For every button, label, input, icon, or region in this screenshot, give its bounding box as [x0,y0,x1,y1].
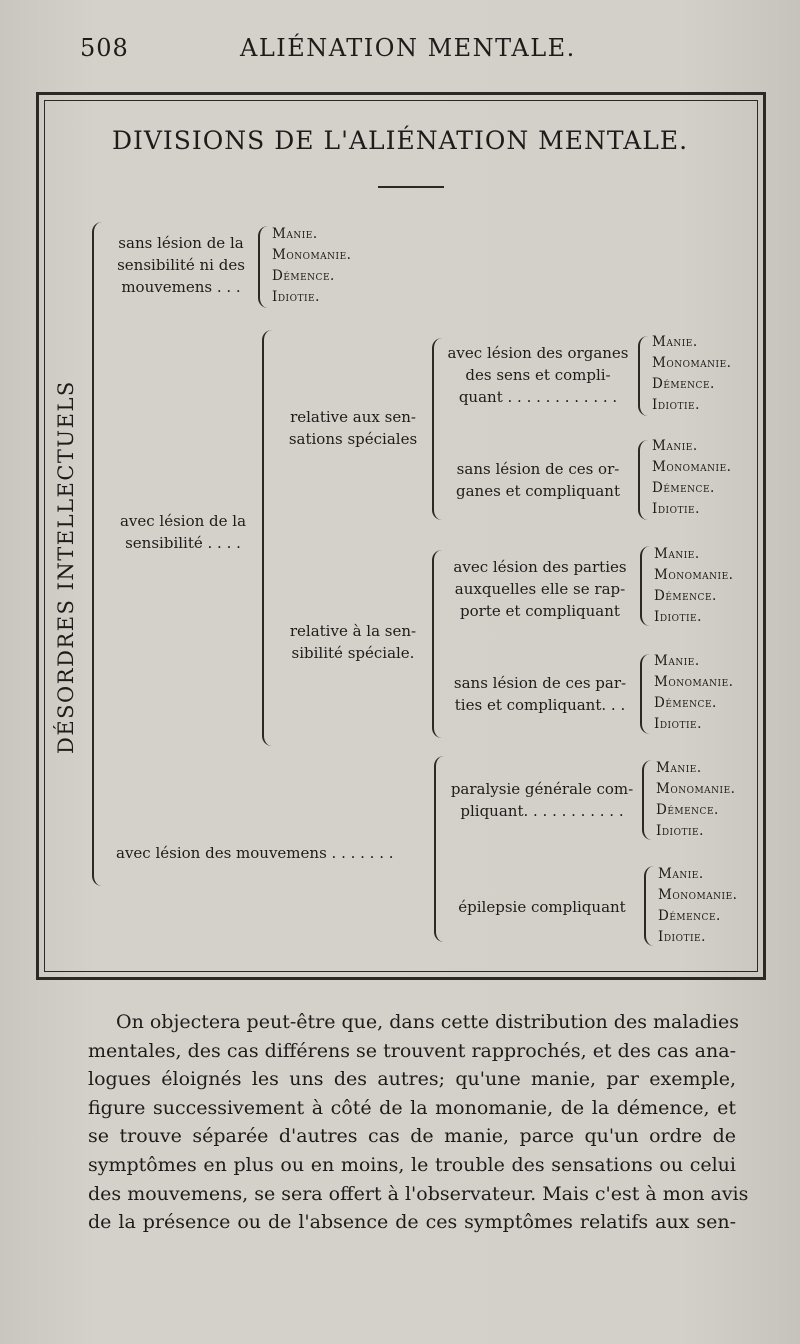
sub2-leaf1-label-line2: auxquelles elle se rap- [454,580,626,598]
sub1-leaf1-item-2: Monomanie. [652,355,732,371]
branch3-leaf2-item-2: Monomanie. [658,887,738,903]
sub2-label-line1: relative à la sen- [289,622,417,640]
page-number: 508 [80,34,129,62]
main-brace [92,222,108,886]
body-line-8: de la présence ou de l'absence de ces symptômes relatifs aux sen- [88,1211,736,1234]
sub2-leaf2-item-1: Manie. [654,653,700,669]
main-category-label: DÉSORDRES INTELLECTUELS [54,380,78,754]
sub1-leaf1-label-line2: des sens et compli- [465,366,611,384]
body-line-5: se trouve séparée d'autres cas de manie, parce qu'un ordre de [88,1125,736,1148]
branch1-label-line3: mouvemens . . . [121,278,241,296]
sub2-leaf2-label-line2: ties et compliquant. . . [454,696,626,714]
sub2-leaf1-label-line3: porte et compliquant [460,602,620,620]
sub1-leaf2-item-2: Monomanie. [652,459,732,475]
running-title: ALIÉNATION MENTALE. [240,34,576,62]
sub1-leaf2-label-line2: ganes et compliquant [456,482,620,500]
table-title: DIVISIONS DE L'ALIÉNATION MENTALE. [111,126,689,155]
body-line-6: symptômes en plus ou en moins, le trouble des sensations ou celui [88,1153,736,1176]
sub2-leaf1-item-1: Manie. [654,546,700,562]
sub2-leaf1-item-4: Idiotie. [654,609,702,625]
branch1-item-1: Manie. [272,226,318,242]
sub1-leaf1-label-line3: quant . . . . . . . . . . . . [458,388,618,406]
branch3-leaf1-label-line2: pliquant. . . . . . . . . . . [460,802,624,820]
sub1-leaf1-item-4: Idiotie. [652,397,700,413]
branch2-label-line2: sensibilité . . . . [125,534,241,552]
branch3-leaf1-item-3: Démence. [656,802,719,818]
sub1-label-line2: sations spéciales [288,430,418,448]
sub1-leaf1-item-3: Démence. [652,376,715,392]
sub2-leaf1-item-3: Démence. [654,588,717,604]
branch3-leaf1-item-4: Idiotie. [656,823,704,839]
title-rule [378,186,444,188]
branch1-item-2: Monomanie. [272,247,352,263]
sub1-label-line1: relative aux sen- [290,408,416,426]
sub2-leaf2-label-line1: sans lésion de ces par- [453,674,627,692]
sub2-leaf1-item-2: Monomanie. [654,567,734,583]
sub1-leaf2-item-3: Démence. [652,480,715,496]
sub2-leaf2-item-2: Monomanie. [654,674,734,690]
sub1-leaf2-brace [638,440,648,520]
sub2-leaf1-label-line1: avec lésion des parties [453,558,627,576]
sub1-leaf1-label-line1: avec lésion des organes [447,344,629,362]
branch3-leaf2-item-3: Démence. [658,908,721,924]
sub1-leaf2-item-4: Idiotie. [652,501,700,517]
branch3-leaf2-item-1: Manie. [658,866,704,882]
sub2-label-line2: sibilité spéciale. [291,644,415,662]
branch3-leaf2-brace [644,866,654,946]
branch1-label-line2: sensibilité ni des [117,256,245,274]
branch3-leaf1-label-line1: paralysie générale com- [450,780,634,798]
branch1-item-3: Démence. [272,268,335,284]
branch3-leaf1-item-1: Manie. [656,760,702,776]
sub1-leaf2-label-line1: sans lésion de ces or- [456,460,620,478]
branch2-label-line1: avec lésion de la [119,512,247,530]
body-line-1: On objectera peut-être que, dans cette distribution des maladies [116,1011,739,1033]
branch3-leaf1-item-2: Monomanie. [656,781,736,797]
sub1-leaf2-item-1: Manie. [652,438,698,454]
body-paragraph [88,1008,749,1237]
body-line-3: logues éloignés les uns des autres; qu'une manie, par exemple, [88,1068,736,1091]
branch3-label: avec lésion des mouvemens . . . . . . . [116,844,394,862]
branch1-brace [258,226,268,308]
sub2-leaf2-item-4: Idiotie. [654,716,702,732]
sub2-leaf2-brace [640,654,650,734]
branch1-label-line1: sans lésion de la [118,234,244,252]
branch3-leaf2-label-line1: épilepsie compliquant [458,898,626,916]
sub1-leaf1-brace [638,336,648,416]
body-line-7: des mouvemens, se sera offert à l'observateur. Mais c'est à mon avis [88,1182,749,1205]
branch2-brace [262,330,276,746]
branch3-leaf2-item-4: Idiotie. [658,929,706,945]
branch3-leaf1-brace [642,760,652,840]
branch1-item-4: Idiotie. [272,289,320,305]
page-header [0,28,800,68]
sub2-leaf1-brace [640,546,650,626]
sub2-leaf2-item-3: Démence. [654,695,717,711]
body-line-4: figure successivement à côté de la monomanie, de la démence, et [88,1096,736,1119]
sub1-leaf1-item-1: Manie. [652,334,698,350]
body-line-2: mentales, des cas différens se trouvent rapprochés, et des cas ana- [88,1039,736,1062]
